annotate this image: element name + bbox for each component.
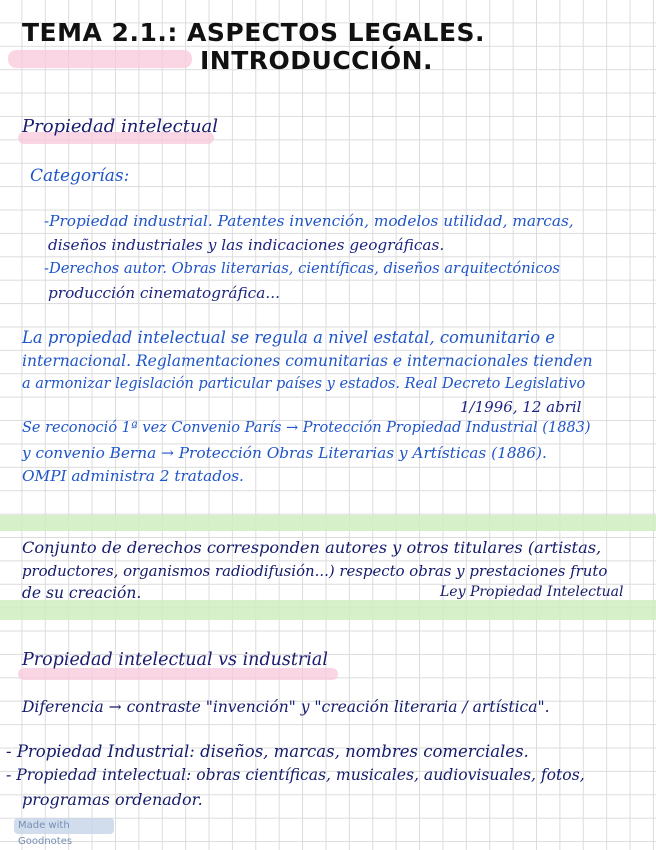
definition-line: productores, organismos radiodifusión...) respecto obras y prestaciones fruto bbox=[22, 562, 608, 580]
title-highlight bbox=[8, 50, 192, 68]
list-item: -Propiedad industrial. Patentes invención, modelos utilidad, marcas, bbox=[44, 212, 574, 230]
definition-highlight-bottom bbox=[0, 600, 656, 620]
list-item: programas ordenador. bbox=[22, 790, 203, 809]
definition-line: Conjunto de derechos corresponden autores y otros titulares (artistas, bbox=[22, 538, 602, 557]
paragraph-line: internacional. Reglamentaciones comunitarias e internacionales tienden bbox=[22, 352, 593, 370]
list-item: - Propiedad intelectual: obras científicas, musicales, audiovisuales, fotos, bbox=[6, 766, 585, 784]
paragraph-line: 1/1996, 12 abril bbox=[460, 398, 582, 416]
list-item: - Propiedad Industrial: diseños, marcas, nombres comerciales. bbox=[6, 742, 529, 761]
section-heading: Propiedad intelectual vs industrial bbox=[22, 650, 328, 670]
paragraph-line: Se reconoció 1ª vez Convenio París → Protección Propiedad Industrial (1883) bbox=[22, 420, 591, 436]
definition-source: Ley Propiedad Intelectual bbox=[440, 584, 624, 600]
categories-label: Categorías: bbox=[30, 166, 130, 186]
definition-line: de su creación. bbox=[22, 584, 142, 602]
goodnotes-watermark: Made with Goodnotes bbox=[14, 818, 114, 834]
list-item: producción cinematográfica... bbox=[48, 284, 280, 302]
page-subtitle: INTRODUCCIÓN. bbox=[200, 46, 434, 75]
list-item: -Derechos autor. Obras literarias, científicas, diseños arquitectónicos bbox=[44, 260, 560, 277]
paragraph-line: OMPI administra 2 tratados. bbox=[22, 467, 244, 485]
section-heading: Propiedad intelectual bbox=[22, 116, 219, 137]
list-item: diseños industriales y las indicaciones geográficas. bbox=[48, 236, 445, 254]
paragraph-line: y convenio Berna → Protección Obras Literarias y Artísticas (1886). bbox=[22, 444, 547, 462]
difference-line: Diferencia → contraste "invención" y "creación literaria / artística". bbox=[22, 698, 550, 716]
paragraph-line: La propiedad intelectual se regula a nivel estatal, comunitario e bbox=[22, 328, 556, 347]
definition-highlight-top bbox=[0, 515, 656, 531]
page-title: TEMA 2.1.: ASPECTOS LEGALES. bbox=[22, 18, 486, 47]
paragraph-line: a armonizar legislación particular países y estados. Real Decreto Legislativo bbox=[22, 376, 586, 392]
